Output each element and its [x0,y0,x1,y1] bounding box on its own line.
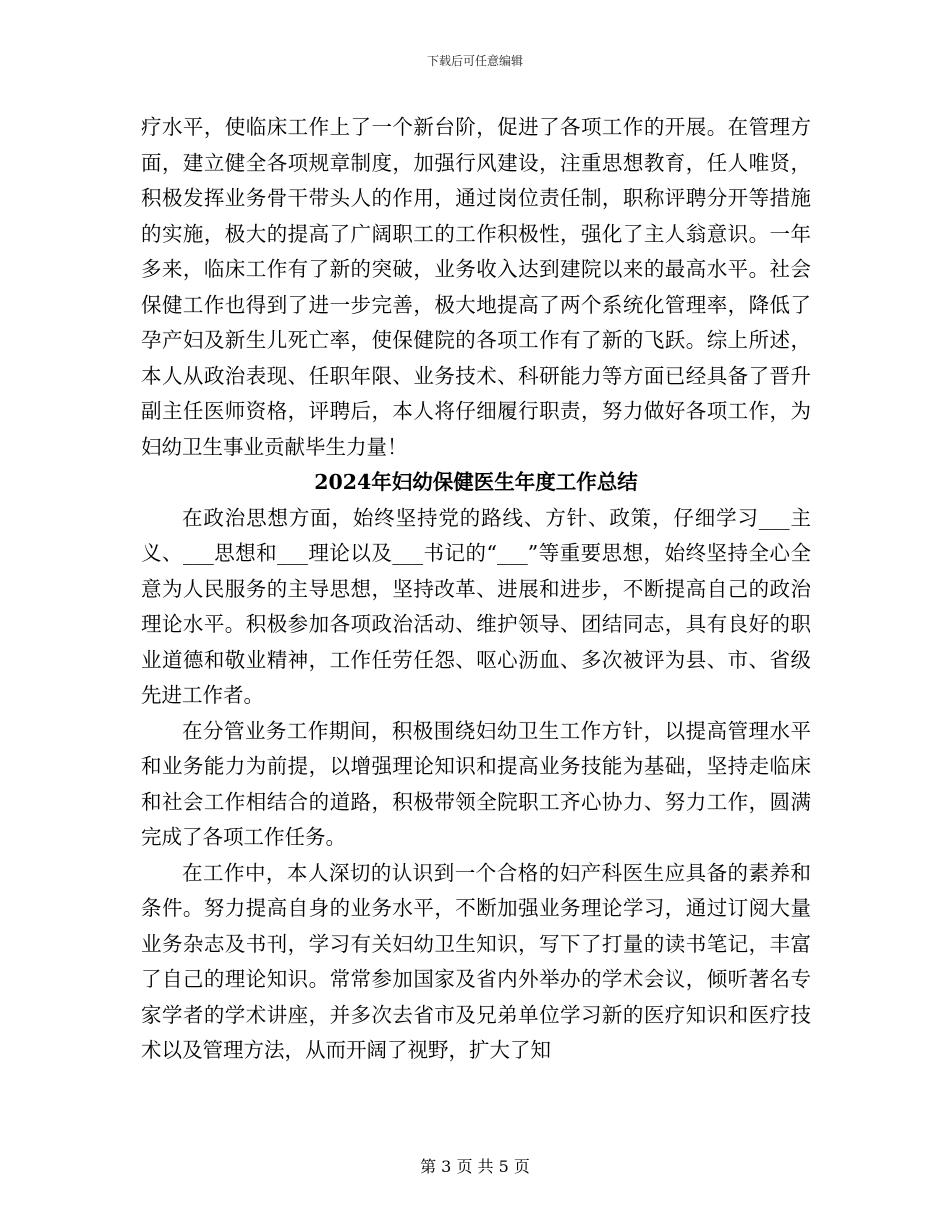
document-body [141,110,811,1069]
paragraph-business: 在分管业务工作期间，积极围绕妇幼卫生工作方针，以提高管理水平和业务能力为前提，以增强理论知识和提高业务技能为基础，坚持走临床和社会工作相结合的道路，积极带领全院职工齐心协力、努力工作，圆满完成了各项工作任务。 [141,718,811,849]
paragraph-political: 在政治思想方面，始终坚持党的路线、方针、政策，仔细学习___主义、___思想和___理论以及___书记的“___”等重要思想，始终坚持全心全意为人民服务的主导思想，坚持改革、进展和进步，不断提高自己的政治理论水平。积极参加各项政治活动、维护领导、团结同志，具有良好的职业道德和敬业精神，工作任劳任怨、呕心沥血、多次被评为县、市、省级先进工作者。 [141,505,811,707]
page-header: 下载后可任意编辑 [426,54,523,68]
paragraph-work: 在工作中，本人深切的认识到一个合格的妇产科医生应具备的素养和条件。努力提高自身的业务水平，不断加强业务理论学习，通过订阅大量业务杂志及书刊，学习有关妇幼卫生知识，写下了打量的读书笔记，丰富了自己的理论知识。常常参加国家及省内外举办的学术会议，倾听著名专家学者的学术讲座，并多次去省市及兄弟单位学习新的医疗知识和医疗技术以及管理方法，从而开阔了视野，扩大了知 [141,860,811,1062]
page-footer: 第 3 页 共 5 页 [420,1157,530,1176]
paragraph-continued: 疗水平，使临床工作上了一个新台阶，促进了各项工作的开展。在管理方面，建立健全各项规章制度，加强行风建设，注重思想教育，任人唯贤，积极发挥业务骨干带头人的作用，通过岗位责任制，职称评聘分开等措施的实施，极大的提高了广阔职工的工作积极性，强化了主人翁意识。一年多来，临床工作有了新的突破，业务收入达到建院以来的最高水平。社会保健工作也得到了进一步完善，极大地提高了两个系统化管理率，降低了孕产妇及新生儿死亡率，使保健院的各项工作有了新的飞跃。综上所述，本人从政治表现、任职年限、业务技术、科研能力等方面已经具备了晋升副主任医师资格，评聘后，本人将仔细履行职责，努力做好各项工作，为妇幼卫生事业贡献毕生力量！ [141,115,811,459]
section-title: 2024年妇幼保健医生年度工作总结 [314,470,638,494]
